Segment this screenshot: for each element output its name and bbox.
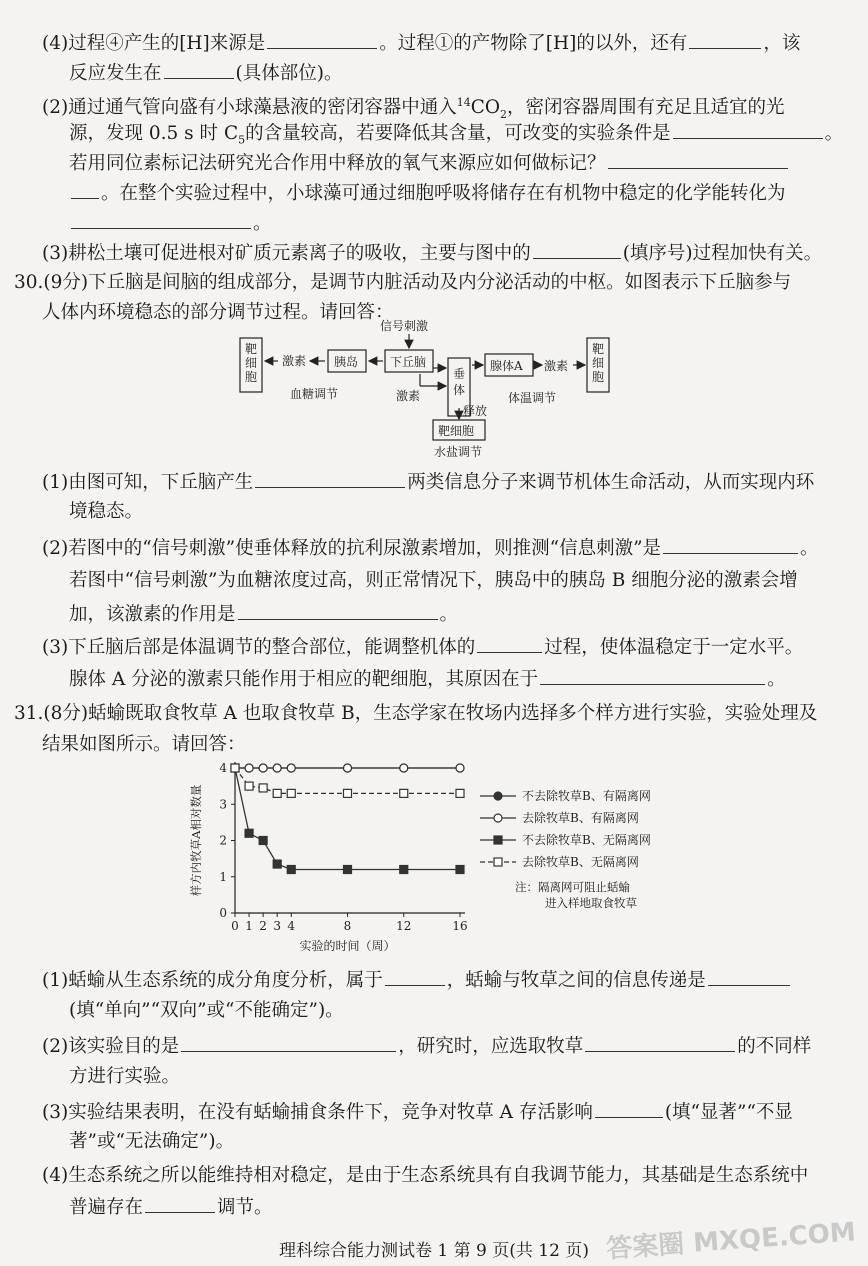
text: 。在整个实验过程中，小球藻可通过细胞呼吸将储存在有机物中稳定的化学能转化为 [101, 183, 786, 204]
y-tick-label: 3 [219, 797, 227, 812]
y-axis-label: 样方内牧草A相对数量 [189, 784, 203, 897]
q30-2-line3 [69, 601, 868, 628]
text: 调节。 [217, 1197, 273, 1218]
data-point-series-2 [400, 866, 408, 874]
data-point-series-3 [245, 782, 253, 790]
legend-marker-3 [494, 858, 502, 866]
x-axis-label: 实验的时间（周） [299, 939, 396, 953]
q30-1-line1 [42, 469, 842, 496]
answer-blank[interactable] [708, 967, 790, 986]
legend-label-3: 去除牧草B、无隔离网 [522, 855, 639, 869]
text: 。 [767, 669, 786, 690]
answer-blank[interactable] [267, 30, 377, 49]
text: ，该 [763, 33, 801, 54]
answer-blank[interactable] [533, 240, 621, 259]
y-tick-label: 2 [219, 833, 227, 848]
text: 境稳态。 [69, 501, 144, 522]
text: CO [470, 97, 501, 119]
q29-2-line4 [69, 180, 868, 207]
q30-1-line2 [69, 499, 868, 525]
x-tick-label: 1 [245, 919, 253, 933]
data-point-series-1 [245, 764, 253, 772]
series-line-2 [235, 768, 460, 870]
text: 30.(9分)下丘脑是间脑的组成部分，是调节内脏活动及内分泌活动的中枢。如图表示下丘脑参与 [14, 272, 792, 293]
q31-1-line1 [42, 967, 842, 994]
text: 加，该激素的作用是 [69, 604, 236, 625]
answer-blank[interactable] [145, 1194, 215, 1213]
gland-a-label: 腺体A [490, 359, 523, 373]
answer-blank[interactable] [181, 1033, 396, 1052]
q31-3-line2 [69, 1129, 868, 1155]
q31-3-line1 [42, 1099, 842, 1126]
text: 源，发现 0.5 s 时 C [69, 123, 239, 144]
text: (具体部位)。 [235, 63, 343, 84]
data-point-series-3 [344, 789, 352, 797]
text: ，研究时，应选取牧草 [398, 1036, 584, 1057]
q29-3-line [42, 240, 842, 267]
text: (2)若图中的“信号刺激”使垂体释放的抗利尿激素增加，则推测“信息刺激”是 [42, 538, 662, 559]
data-point-series-2 [245, 829, 253, 837]
q30-3-line1 [42, 634, 842, 661]
data-point-series-3 [259, 784, 267, 792]
answer-blank[interactable] [477, 634, 542, 653]
chart-note-line2: 进入样地取食牧草 [545, 896, 637, 910]
data-point-series-1 [344, 764, 352, 772]
text: 普遍存在 [69, 1197, 144, 1218]
text: 。 [439, 604, 459, 625]
legend-marker-2 [494, 836, 502, 844]
q31-4-line1 [42, 1163, 842, 1189]
text: 若图中“信号刺激”为血糖浓度过高，则正常情况下，胰岛中的胰岛 B 细胞分泌的激素会增 [69, 570, 798, 591]
q31-stem-line2 [42, 732, 842, 758]
q31-stem-line1 [14, 701, 818, 727]
temperature-regulation-label: 体温调节 [508, 391, 557, 405]
hormone-mid-label: 激素 [396, 389, 421, 403]
regulation-diagram [230, 318, 630, 468]
text: (4)生态系统之所以能维持相对稳定，是由于生态系统具有自我调节能力，其基础是生态系统中 [42, 1165, 809, 1186]
q30-2-line2 [69, 568, 868, 594]
data-point-series-2 [259, 837, 267, 845]
x-tick-label: 3 [273, 919, 282, 933]
text: 的含量较高，若要降低其含量，可改变的实验条件是 [245, 123, 671, 144]
data-point-series-1 [456, 764, 464, 772]
text: (2)该实验目的是 [42, 1036, 180, 1057]
target-cell-bottom-label: 靶细胞 [438, 424, 475, 438]
chart-note-line1: 注：隔离网可阻止蛞蝓 [515, 880, 630, 894]
text: 。 [824, 123, 844, 144]
data-point-series-2 [344, 866, 352, 874]
text: 腺体 A 分泌的激素只能作用于相应的靶细胞，其原因在于 [69, 669, 539, 690]
data-point-series-3 [287, 789, 295, 797]
text: (2)通过通气管向盛有小球藻悬液的密闭容器中通入 [42, 97, 457, 119]
legend-label-0: 不去除牧草B、有隔离网 [522, 789, 651, 803]
subscript: 2 [500, 107, 508, 121]
x-tick-label: 12 [396, 919, 412, 933]
text: 31.(8分)蛞蝓既取食牧草 A 也取食牧草 B，生态学家在牧场内选择多个样方进行实验，实验处理及 [14, 703, 818, 724]
text: (填“单向”“双向”或“不能确定”)。 [69, 1000, 344, 1021]
text: 两类信息分子来调节机体生命活动，从而实现内环 [407, 472, 815, 493]
blood-sugar-regulation-label: 血糖调节 [290, 387, 339, 401]
watermark-logo: 答案圈 MXQE.COM [605, 1217, 857, 1265]
text: 人体内环境稳态的部分调节过程。请回答： [42, 302, 394, 323]
text: (3)下丘脑后部是体温调节的整合部位，能调整机体的 [42, 637, 476, 658]
hormone-right-label: 激素 [544, 359, 569, 373]
data-point-series-2 [273, 860, 281, 868]
data-point-series-2 [287, 866, 295, 874]
q29-2-line2 [69, 120, 868, 154]
hypothalamus-label: 下丘脑 [390, 355, 427, 369]
q31-2-line2 [69, 1064, 868, 1090]
q31-1-line2 [69, 998, 868, 1024]
text: 著”或“无法确定”)。 [69, 1131, 235, 1152]
text: 的不同样 [737, 1036, 812, 1057]
text: (填“显著”“不显 [664, 1102, 793, 1123]
grass-a-chart [180, 758, 680, 958]
target-cell-right-label: 靶细胞 [592, 342, 605, 384]
q30-2-line1 [42, 535, 842, 562]
x-tick-label: 8 [343, 919, 352, 933]
y-tick-label: 1 [219, 869, 227, 884]
legend-marker-1 [494, 814, 502, 822]
text: 反应发生在 [69, 63, 162, 84]
q29-4-line2 [69, 60, 868, 87]
text: 方进行实验。 [69, 1066, 181, 1087]
answer-blank[interactable] [238, 601, 438, 620]
pancreas-label: 胰岛 [334, 355, 359, 369]
q29-2-line5 [69, 210, 868, 237]
text: (1)由图可知，下丘脑产生 [42, 472, 254, 493]
answer-blank[interactable] [255, 469, 405, 488]
x-tick-label: 0 [231, 919, 239, 933]
legend-label-2: 不去除牧草B、无隔离网 [522, 833, 651, 847]
text: (1)蛞蝓从生态系统的成分角度分析，属于 [42, 970, 383, 991]
hormone-left-label: 激素 [282, 354, 307, 368]
y-tick-label: 4 [219, 761, 227, 775]
answer-blank[interactable] [608, 150, 788, 169]
q30-3-line2 [69, 666, 868, 693]
page-footer: 理科综合能力测试卷 1 第 9 页(共 12 页) [279, 1241, 589, 1261]
pituitary-label: 垂体 [453, 367, 466, 397]
text: (3)实验结果表明，在没有蛞蝓捕食条件下，竞争对牧草 A 存活影响 [42, 1102, 593, 1123]
data-point-series-3 [456, 789, 464, 797]
text: 。过程①的产物除了[H]的以外，还有 [379, 33, 688, 54]
subscript: 5 [238, 133, 246, 147]
x-tick-label: 4 [287, 919, 296, 933]
data-point-series-1 [400, 764, 408, 772]
data-point-series-1 [259, 764, 267, 772]
water-salt-regulation-label: 水盐调节 [434, 445, 483, 459]
text: 。 [800, 538, 819, 559]
answer-blank[interactable] [540, 666, 765, 685]
q29-4-line1 [42, 30, 842, 57]
data-point-series-1 [273, 764, 281, 772]
q29-2-line3 [69, 150, 868, 177]
text: (3)耕松土壤可促进根对矿质元素离子的吸收，主要与图中的 [42, 243, 531, 264]
text: (4)过程④产生的[H]来源是 [42, 33, 266, 54]
text: (填序号)过程加快有关。 [622, 243, 823, 264]
answer-blank[interactable] [595, 1099, 663, 1118]
data-point-series-3 [231, 764, 239, 772]
data-point-series-1 [287, 764, 295, 772]
data-point-series-2 [456, 866, 464, 874]
text: 。 [253, 213, 272, 234]
data-point-series-3 [400, 789, 408, 797]
q30-stem-line1 [14, 270, 814, 296]
y-tick-label: 0 [219, 906, 227, 920]
q31-4-line2 [69, 1194, 868, 1221]
q31-2-line1 [42, 1033, 842, 1060]
text: ，蛞蝓与牧草之间的信息传递是 [446, 970, 706, 991]
release-label: 释放 [463, 404, 488, 418]
text: 若用同位素标记法研究光合作用中释放的氧气来源应如何做标记？ [69, 153, 606, 174]
data-point-series-3 [273, 789, 281, 797]
signal-stimulus-label: 信号刺激 [380, 319, 429, 333]
x-tick-label: 16 [452, 919, 468, 933]
legend-marker-0 [494, 792, 502, 800]
answer-blank[interactable] [689, 30, 761, 49]
answer-blank[interactable] [385, 967, 445, 986]
text: 结果如图所示。请回答： [42, 734, 246, 755]
text: 过程，使体温稳定于一定水平。 [544, 637, 804, 658]
superscript: 14 [456, 96, 471, 109]
target-cell-left-label: 靶细胞 [245, 342, 258, 384]
legend-label-1: 去除牧草B、有隔离网 [522, 811, 639, 825]
answer-blank[interactable] [164, 60, 234, 79]
answer-blank[interactable] [71, 210, 251, 229]
answer-blank[interactable] [71, 180, 99, 199]
text: ，密闭容器周围有充足且适宜的光 [507, 97, 785, 119]
answer-blank[interactable] [663, 535, 798, 554]
answer-blank[interactable] [673, 120, 823, 139]
answer-blank[interactable] [585, 1033, 735, 1052]
x-tick-label: 2 [259, 919, 267, 933]
